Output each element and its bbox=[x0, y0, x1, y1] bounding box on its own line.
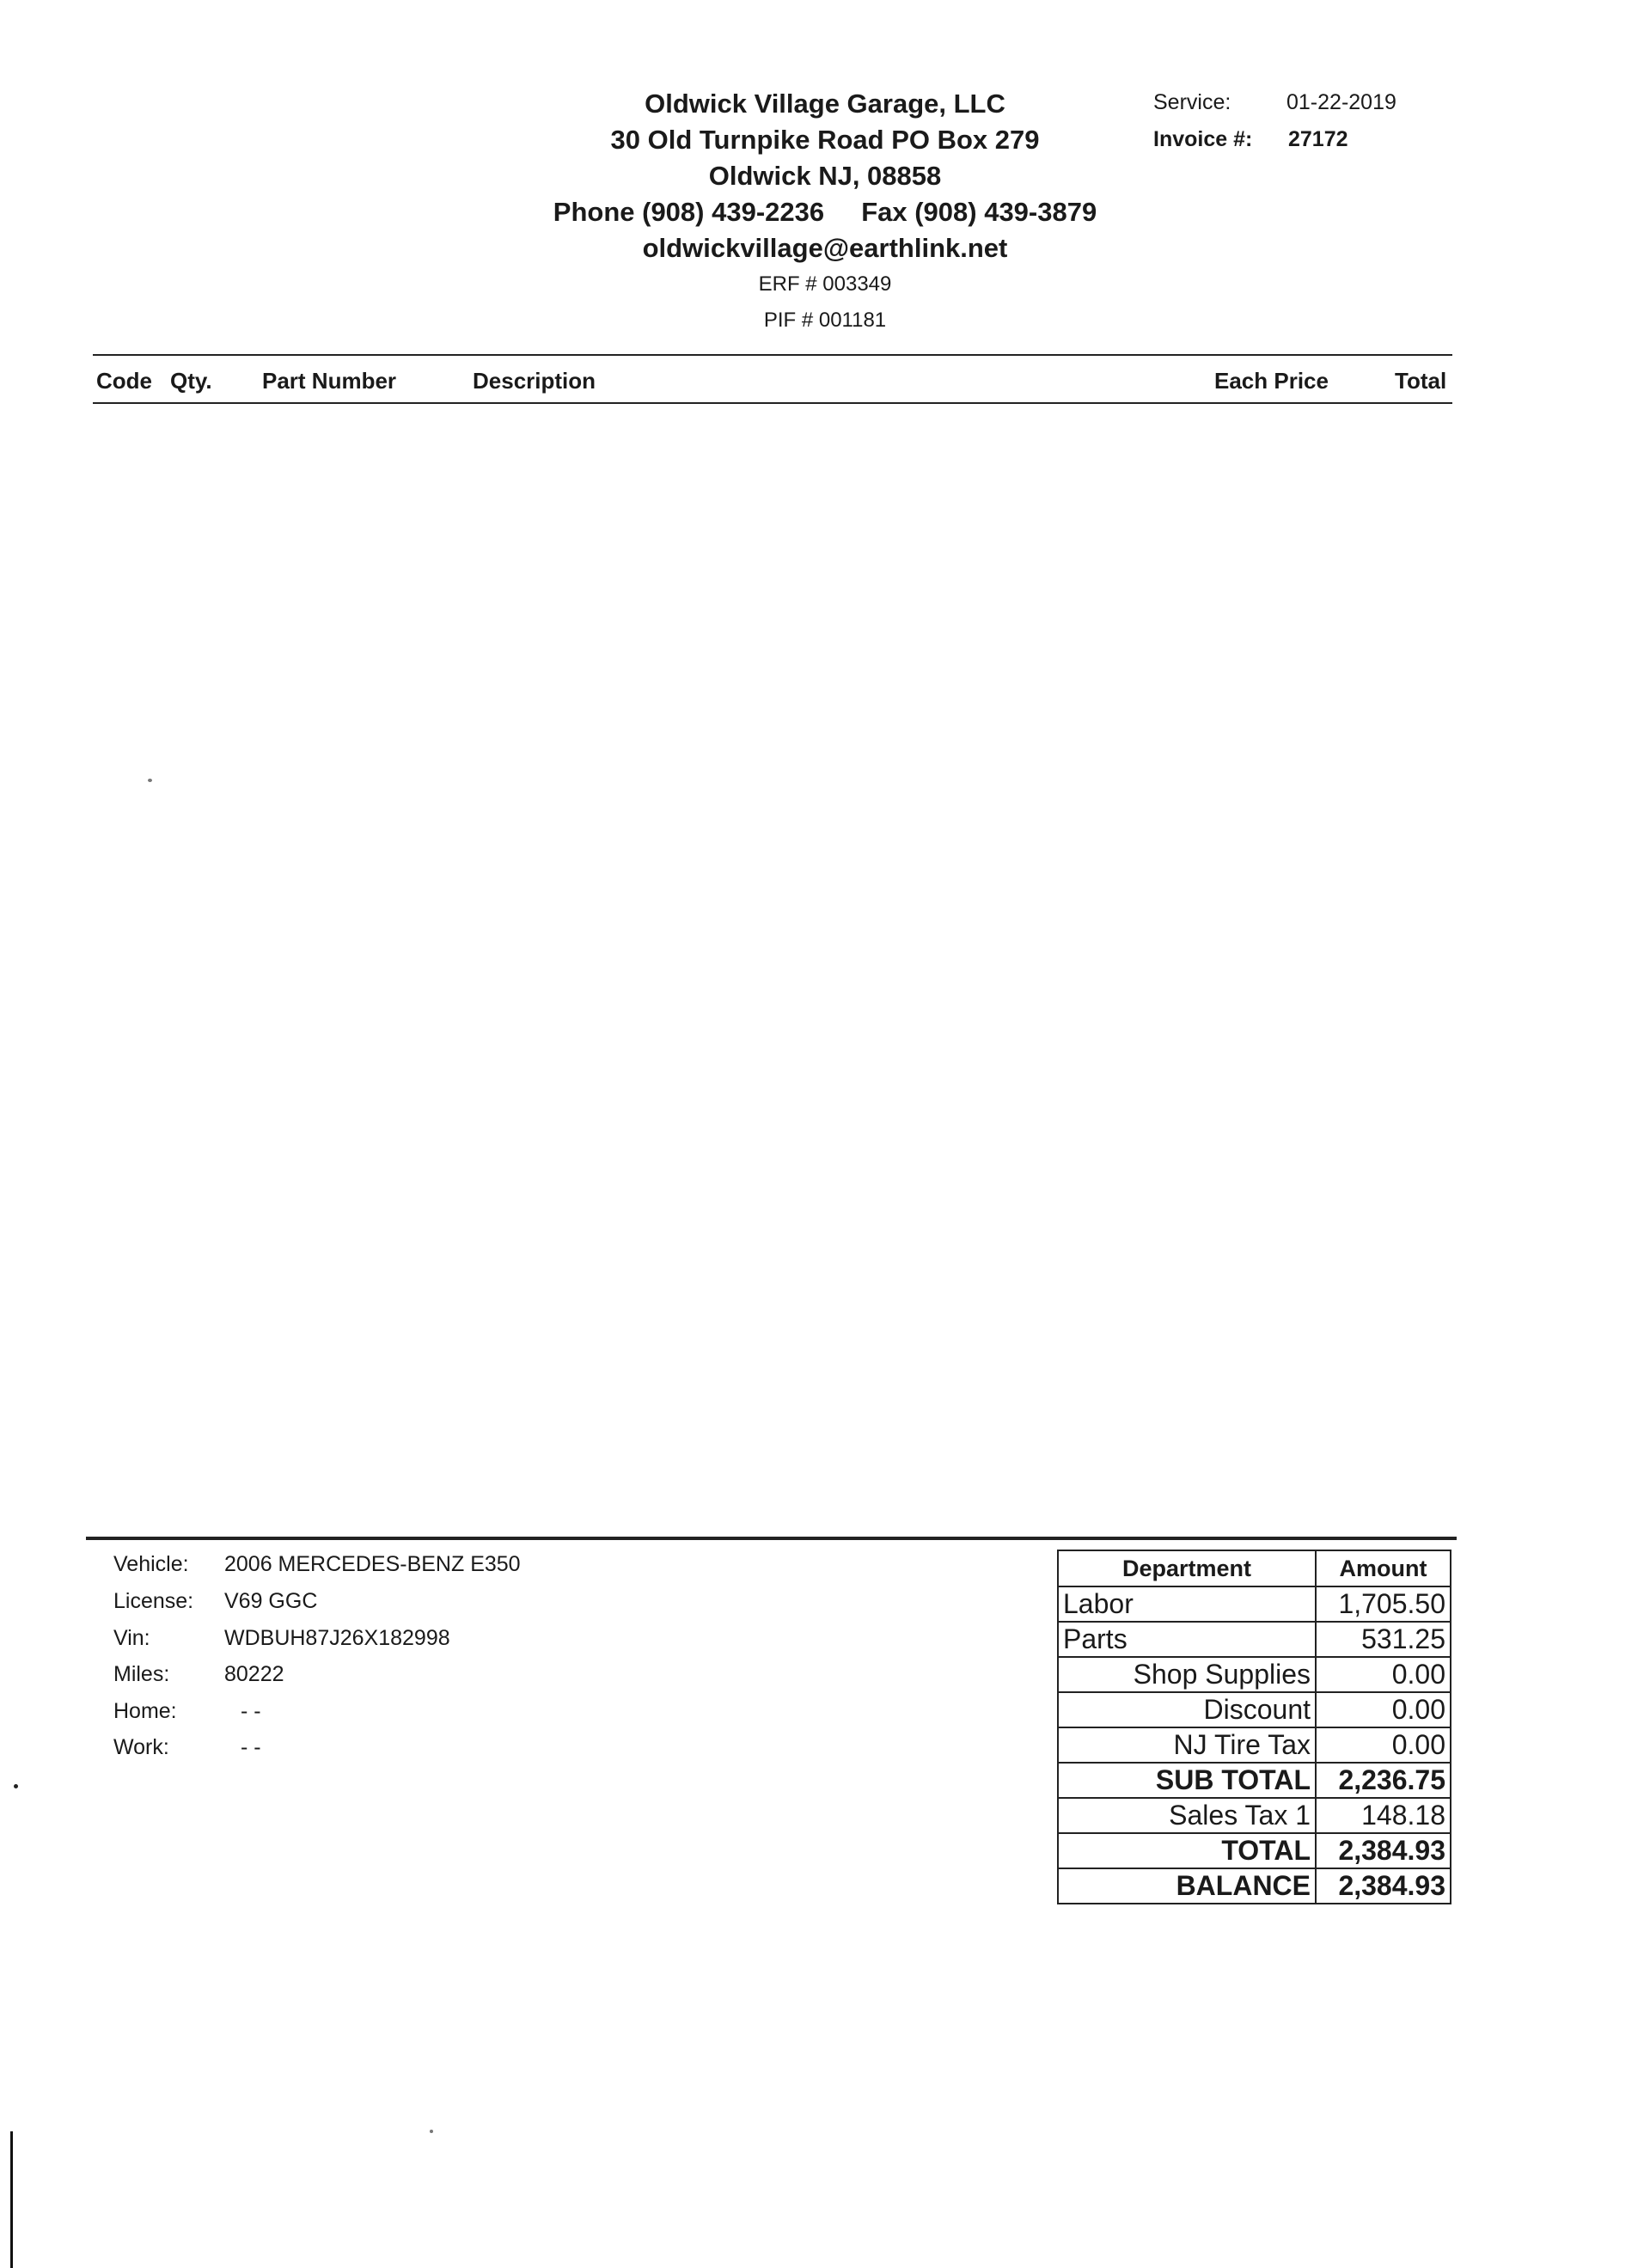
dept-parts: Parts bbox=[1058, 1622, 1316, 1657]
col-total: Total bbox=[1395, 368, 1447, 394]
home-label: Home: bbox=[113, 1699, 177, 1723]
company-address: 30 Old Turnpike Road PO Box 279 bbox=[610, 125, 1040, 155]
miles-value: 80222 bbox=[224, 1662, 284, 1686]
service-label: Service: bbox=[1153, 90, 1231, 114]
table-row bbox=[1058, 1868, 1451, 1904]
work-label: Work: bbox=[113, 1735, 169, 1759]
totals-header-row bbox=[1058, 1550, 1451, 1586]
scan-speck bbox=[14, 1784, 18, 1788]
company-fax: Fax (908) 439-3879 bbox=[861, 197, 1097, 227]
col-each-price: Each Price bbox=[1214, 368, 1329, 394]
table-row bbox=[1058, 1833, 1451, 1868]
amount-balance: 2,384.93 bbox=[1316, 1868, 1451, 1904]
table-row bbox=[1058, 1622, 1451, 1657]
pif-number: PIF # 001181 bbox=[763, 309, 887, 332]
invoice-label: Invoice #: bbox=[1153, 127, 1253, 151]
header-bottom-rule bbox=[93, 402, 1452, 404]
amount-shop-supplies: 0.00 bbox=[1316, 1657, 1451, 1692]
company-email: oldwickvillage@earthlink.net bbox=[642, 233, 1008, 263]
dept-nj-tire-tax: NJ Tire Tax bbox=[1058, 1727, 1316, 1763]
company-phone: Phone (908) 439-2236 bbox=[553, 197, 825, 227]
department-header: Department bbox=[1058, 1550, 1316, 1586]
table-row bbox=[1058, 1727, 1451, 1763]
header-top-rule bbox=[93, 354, 1452, 356]
license-label: License: bbox=[113, 1589, 194, 1613]
dept-discount: Discount bbox=[1058, 1692, 1316, 1727]
amount-sub-total: 2,236.75 bbox=[1316, 1763, 1451, 1798]
vin-label: Vin: bbox=[113, 1626, 150, 1650]
vehicle-label: Vehicle: bbox=[113, 1552, 189, 1576]
col-qty: Qty. bbox=[170, 368, 212, 394]
totals-table bbox=[1057, 1550, 1451, 1904]
amount-sales-tax: 148.18 bbox=[1316, 1798, 1451, 1833]
work-value: - - bbox=[241, 1735, 261, 1759]
table-row bbox=[1058, 1692, 1451, 1727]
company-header bbox=[481, 86, 1169, 339]
license-value: V69 GGC bbox=[224, 1589, 318, 1613]
amount-labor: 1,705.50 bbox=[1316, 1586, 1451, 1622]
amount-parts: 531.25 bbox=[1316, 1622, 1451, 1657]
amount-nj-tire-tax: 0.00 bbox=[1316, 1727, 1451, 1763]
invoice-number: 27172 bbox=[1288, 127, 1348, 151]
scan-speck bbox=[148, 779, 152, 782]
table-row bbox=[1058, 1586, 1451, 1622]
scan-speck bbox=[430, 2130, 433, 2133]
col-description: Description bbox=[473, 368, 596, 394]
footer-rule bbox=[86, 1537, 1457, 1540]
amount-header: Amount bbox=[1316, 1550, 1451, 1586]
dept-sub-total: SUB TOTAL bbox=[1058, 1763, 1316, 1798]
table-row bbox=[1058, 1657, 1451, 1692]
miles-label: Miles: bbox=[113, 1662, 170, 1686]
company-phone-fax bbox=[481, 194, 1169, 230]
dept-shop-supplies: Shop Supplies bbox=[1058, 1657, 1316, 1692]
company-city: Oldwick NJ, 08858 bbox=[708, 161, 942, 191]
scan-edge-mark bbox=[10, 2131, 13, 2268]
dept-balance: BALANCE bbox=[1058, 1868, 1316, 1904]
amount-total: 2,384.93 bbox=[1316, 1833, 1451, 1868]
table-row bbox=[1058, 1763, 1451, 1798]
company-name: Oldwick Village Garage, LLC bbox=[645, 89, 1005, 119]
vin-value: WDBUH87J26X182998 bbox=[224, 1626, 450, 1650]
service-date: 01-22-2019 bbox=[1286, 90, 1396, 114]
table-row bbox=[1058, 1798, 1451, 1833]
home-value: - - bbox=[241, 1699, 261, 1723]
dept-labor: Labor bbox=[1058, 1586, 1316, 1622]
dept-sales-tax: Sales Tax 1 bbox=[1058, 1798, 1316, 1833]
vehicle-value: 2006 MERCEDES-BENZ E350 bbox=[224, 1552, 521, 1576]
col-code: Code bbox=[96, 368, 152, 394]
dept-total: TOTAL bbox=[1058, 1833, 1316, 1868]
erf-number: ERF # 003349 bbox=[758, 272, 892, 296]
col-part-number: Part Number bbox=[262, 368, 397, 394]
amount-discount: 0.00 bbox=[1316, 1692, 1451, 1727]
